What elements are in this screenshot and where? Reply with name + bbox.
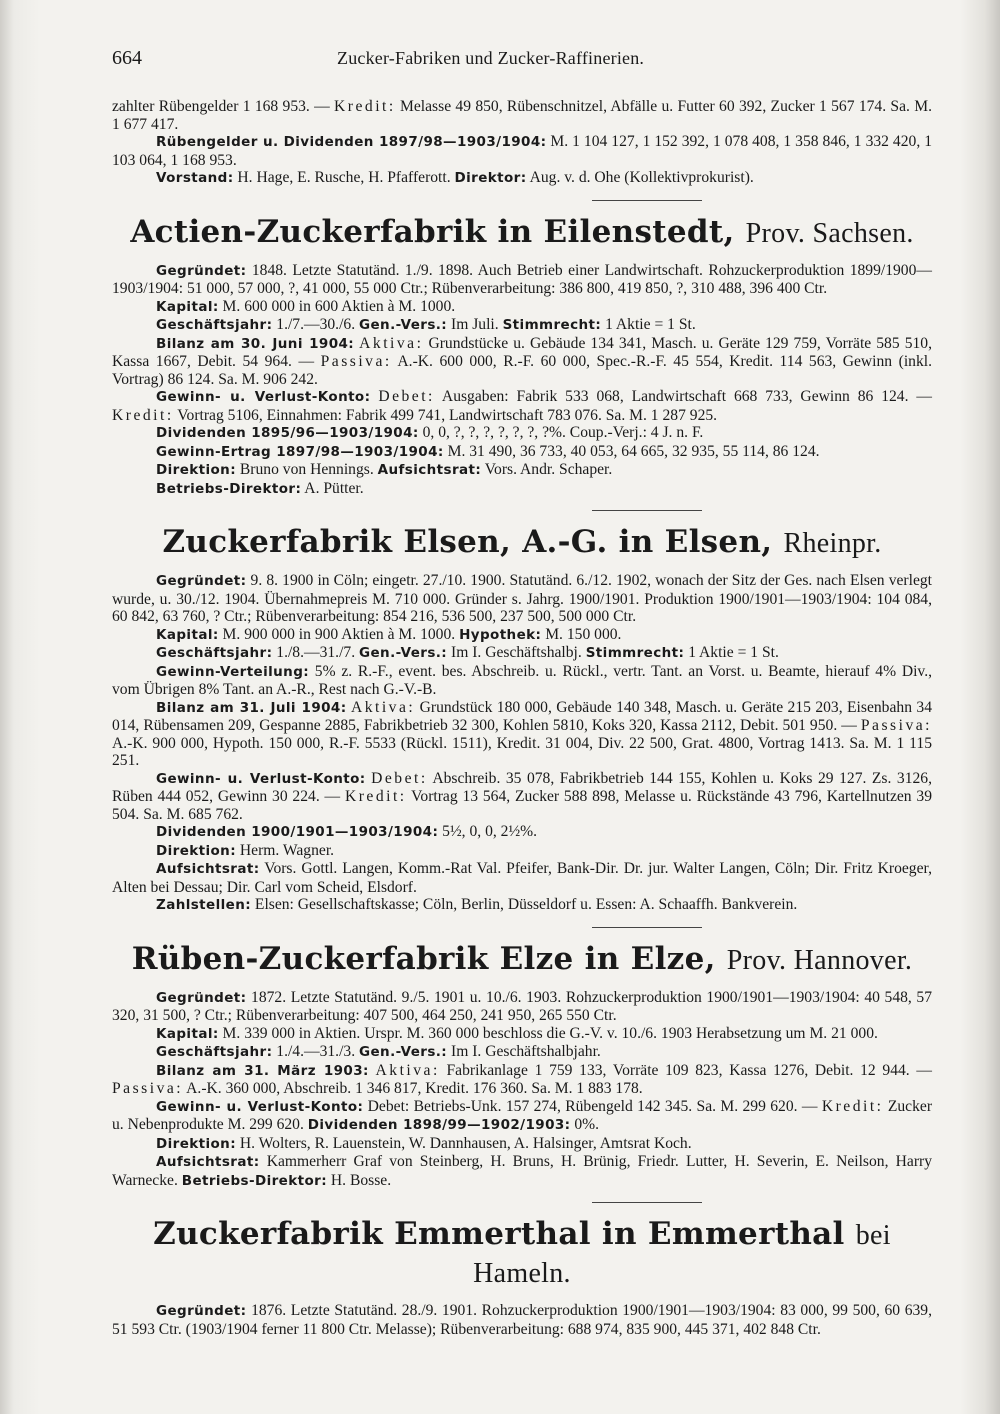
field-text: A.-K. 900 000, Hypoth. 150 000, R.-F. 5533 (Rückl. 1511), Kredit. 31 004, Div. 22 500, Grat. 4800, Vortrag 1413. Sa. M. 1 115 251. xyxy=(112,734,932,769)
field-text: H. Hage, E. Rusche, H. Pfafferott. xyxy=(233,169,455,186)
field-text: 1872. Letzte Statutänd. 9./5. 1901 u. 10./6. 1903. Rohzuckerproduktion 1900/1901—1903/1904: 40 548, 57 320, 31 500, ? Ctr.; Rübenverarbeitung: 407 500, 464 250, 241 950, 265 550 Ctr. xyxy=(112,988,932,1024)
field-label: Gen.-Vers.: xyxy=(359,1044,448,1060)
separator-line xyxy=(592,200,702,201)
entry-paragraph xyxy=(112,989,932,1025)
field-text: Im Juli. xyxy=(447,316,503,333)
spaced-label: Aktiva: xyxy=(350,698,416,716)
field-label: Aufsichtsrat: xyxy=(377,462,482,478)
field-label: Gewinn-Verteilung: xyxy=(156,663,310,680)
field-text: Im I. Geschäftshalbjahr. xyxy=(447,1043,601,1060)
company-region: Prov. Hannover. xyxy=(726,944,913,976)
field-label: Geschäftsjahr: xyxy=(156,317,273,333)
separator-line xyxy=(592,1202,702,1203)
field-text: H. Bosse. xyxy=(327,1171,392,1189)
separator xyxy=(112,915,932,919)
field-text: Grundstücke u. Gebäude 134 341, Masch. u. Geräte 129 759, Vorräte 585 510, Kassa 1667, Debit. 54 964. — xyxy=(112,334,932,370)
field-label: Dividenden 1898/99—1902/1903: xyxy=(307,1117,571,1133)
field-label: Gen.-Vers.: xyxy=(359,645,448,661)
field-label: Geschäftsjahr: xyxy=(156,1044,273,1060)
field-label: Aufsichtsrat: xyxy=(156,861,260,877)
field-label: Direktion: xyxy=(156,842,236,859)
entry-paragraph xyxy=(112,896,932,915)
entry-paragraph xyxy=(112,1043,932,1062)
company-name: Rüben-Zuckerfabrik Elze in Elze, xyxy=(131,940,716,977)
field-label: Kapital: xyxy=(156,298,219,315)
entry-paragraph xyxy=(112,860,932,896)
field-label: Gewinn- u. Verlust-Konto: xyxy=(156,1098,364,1115)
entry-paragraph xyxy=(112,1135,932,1154)
entry-paragraph xyxy=(112,1025,932,1044)
spaced-label: Passiva: xyxy=(112,1080,184,1097)
company-entry xyxy=(112,524,932,919)
entry-paragraph xyxy=(112,335,932,389)
field-text: 1./8.—31./7. xyxy=(272,644,360,661)
field-text: 5½, 0, 0, 2½%. xyxy=(438,823,538,840)
company-heading xyxy=(112,941,932,979)
field-text: Bruno von Hennings. xyxy=(236,461,378,478)
field-text: 0, 0, ?, ?, ?, ?, ?, ?, ?%. Coup.-Verj.: 4 J. n. F. xyxy=(418,424,704,441)
field-text: Abschreib. 35 078, Fabrikbetrieb 144 155, Kohlen u. Koks 29 127. Zs. 3126, Rüben 444 052, Gewinn 30 224. — xyxy=(112,769,932,805)
field-text: 0%. xyxy=(570,1116,600,1133)
field-label: Gegründet: xyxy=(156,262,247,279)
field-text: 1./7.—30./6. xyxy=(272,316,360,333)
company-entry xyxy=(112,1216,932,1338)
field-text: M. 1 104 127, 1 152 392, 1 078 408, 1 358 846, 1 332 420, 1 103 064, 1 168 953. xyxy=(112,133,932,169)
entry-paragraph xyxy=(112,770,932,824)
spaced-label: Passiva: xyxy=(320,353,392,370)
spaced-label: Kredit: xyxy=(334,98,396,115)
field-label: Betriebs-Direktor: xyxy=(181,1172,328,1189)
field-text: 1848. Letzte Statutänd. 1./9. 1898. Auch Betrieb einer Landwirtschaft. Rohzuckerproduktion 1899/1900—1903/1904: 51 000, 57 000, ?, 41 000, 55 000 Ctr.; Rübenverarbeitung: 386 800, 419 850, ?, 310 488, 396 400 Ctr. xyxy=(112,261,932,297)
field-text: Vors. Gottl. Langen, Komm.-Rat Val. Pfeifer, Bank-Dir. Dr. jur. Walter Langen, Cöln; Dir. Fritz Kroeger, Alten bei Dessau; Dir. Carl vom Scheid, Elsdorf. xyxy=(112,860,932,896)
company-region: bei Hameln. xyxy=(473,1220,891,1289)
entry-paragraph xyxy=(112,644,932,663)
field-text: H. Wolters, R. Lauenstein, W. Dannhausen, A. Halsinger, Amtsrat Koch. xyxy=(236,1134,692,1152)
field-text: 1./4.—31./3. xyxy=(272,1043,360,1060)
field-text: A. Pütter. xyxy=(301,479,364,497)
field-label: Geschäftsjahr: xyxy=(156,645,273,661)
field-label: Bilanz am 31. März 1903: xyxy=(156,1062,369,1079)
field-text: M. 339 000 in Aktien. Urspr. M. 360 000 beschloss die G.-V. v. 10./6. 1903 Herabsetzung um M. 21 000. xyxy=(218,1024,878,1042)
field-text: A.-K. 360 000, Abschreib. 1 346 817, Kredit. 176 360. Sa. M. 1 883 178. xyxy=(183,1080,643,1097)
spaced-label: Aktiva: xyxy=(359,334,424,352)
separator-line xyxy=(592,510,702,511)
field-text xyxy=(369,1062,376,1079)
field-text: Vortrag 5106, Einnahmen: Fabrik 499 741, Landwirtschaft 783 076. Sa. M. 1 287 925. xyxy=(173,406,718,424)
company-name: Zuckerfabrik Emmerthal in Emmerthal xyxy=(153,1216,845,1252)
entry-paragraph xyxy=(112,98,932,133)
field-label: Betriebs-Direktor: xyxy=(156,480,302,497)
field-text: Kammerherr Graf von Steinberg, H. Bruns, H. Brünig, Friedr. Lutter, H. Severin, E. Neilson, Harry Warnecke. xyxy=(112,1153,932,1189)
spaced-label: Kredit: xyxy=(821,1097,884,1115)
company-region: Rheinpr. xyxy=(783,528,882,559)
field-label: Gegründet: xyxy=(156,989,247,1006)
company-entry xyxy=(112,941,932,1195)
separator xyxy=(112,188,932,192)
field-text: M. 150 000. xyxy=(541,625,622,643)
spaced-label: Debet: xyxy=(371,769,428,787)
entry-paragraph xyxy=(112,443,932,462)
field-label: Kapital: xyxy=(156,1025,219,1042)
field-text: M. 31 490, 36 733, 40 053, 64 665, 32 935, 55 114, 86 124. xyxy=(443,442,820,460)
field-text: Zucker u. Nebenprodukte M. 299 620. xyxy=(112,1097,933,1133)
field-label: Zahlstellen: xyxy=(156,897,252,913)
entry-paragraph xyxy=(112,388,932,424)
field-label: Gegründet: xyxy=(156,1303,247,1319)
field-text: Elsen: Gesellschaftskasse; Cöln, Berlin, Düsseldorf u. Essen: A. Schaaffh. Bankverein. xyxy=(251,896,798,913)
entry-paragraph xyxy=(112,663,932,699)
field-label: Gewinn- u. Verlust-Konto: xyxy=(156,389,371,405)
field-label: Hypothek: xyxy=(459,626,542,643)
company-name: Actien-Zuckerfabrik in Eilenstedt, xyxy=(130,213,735,250)
field-label: Gegründet: xyxy=(156,573,247,589)
field-label: Stimmrecht: xyxy=(585,645,685,661)
field-text: 5% z. R.-F., event. bes. Abschreib. u. Rückl., vertr. Tant. an Vorst. u. Beamte, hierauf 4% Div., vom Übrigen 8% Tant. an A.-R., Rest nach G.-V.-B. xyxy=(112,662,932,698)
entry-paragraph xyxy=(112,298,932,317)
entry-paragraph xyxy=(112,262,932,298)
running-head xyxy=(112,47,932,80)
page-content xyxy=(112,47,933,1338)
separator xyxy=(112,498,932,502)
field-text: Im I. Geschäftshalbj. xyxy=(447,644,586,661)
company-heading xyxy=(112,214,932,252)
field-label: Direktion: xyxy=(156,462,236,478)
entry-paragraph xyxy=(112,699,932,770)
entry-paragraph xyxy=(112,823,932,842)
entry-paragraph xyxy=(112,1302,932,1338)
company-heading xyxy=(112,524,932,562)
spaced-label: Passiva: xyxy=(860,717,932,734)
field-text: Vortrag 13 564, Zucker 588 898, Melasse u. Rückstände 43 796, Kartellnutzen 39 504. Sa. M. 685 762. xyxy=(112,788,932,823)
field-text: Aug. v. d. Ohe (Kollektivprokurist). xyxy=(526,169,754,186)
field-text: M. 600 000 in 600 Aktien à M. 1000. xyxy=(218,297,456,315)
field-text: M. 900 000 in 900 Aktien à M. 1000. xyxy=(218,625,460,643)
separator-line xyxy=(592,927,702,928)
field-text: Ausgaben: Fabrik 533 068, Landwirtschaft 668 733, Gewinn 86 124. — xyxy=(434,388,932,405)
field-label: Gen.-Vers.: xyxy=(359,317,448,333)
spaced-label: Kredit: xyxy=(112,406,174,424)
spaced-label: Debet: xyxy=(378,388,435,405)
field-label: Direktion: xyxy=(156,1135,236,1152)
field-label: Rübengelder u. Dividenden 1897/98—1903/1904: xyxy=(156,134,547,150)
company-entry xyxy=(112,98,932,192)
field-text: 1876. Letzte Statutänd. 28./9. 1901. Rohzuckerproduktion 1900/1901—1903/1904: 83 000, 99 500, 60 639, 51 593 Ctr. (1903/1904 ferner 11 800 Ctr. Melasse); Rübenverarbeitung: 688 974, 835 900, 445 371, 402 848 Ctr. xyxy=(112,1302,932,1338)
entry-paragraph xyxy=(112,1153,932,1190)
field-label: Stimmrecht: xyxy=(502,317,602,333)
entry-paragraph xyxy=(112,572,932,626)
field-text: Melasse 49 850, Rübenschnitzel, Abfälle u. Futter 60 392, Zucker 1 567 174. Sa. M. 1 677 417. xyxy=(112,98,932,133)
entry-paragraph xyxy=(112,480,932,499)
entry-paragraph xyxy=(112,1098,932,1135)
entry-paragraph xyxy=(112,424,932,443)
separator xyxy=(112,1190,932,1194)
entry-paragraph xyxy=(112,169,932,188)
field-label: Aufsichtsrat: xyxy=(156,1154,260,1170)
field-label: Kapital: xyxy=(156,626,219,643)
field-text: Vors. Andr. Schaper. xyxy=(481,461,613,478)
company-entry xyxy=(112,214,932,503)
company-heading xyxy=(112,1216,932,1292)
field-text: Herm. Wagner. xyxy=(236,841,335,859)
field-label: Bilanz am 31. Juli 1904: xyxy=(156,699,347,716)
company-region: Prov. Sachsen. xyxy=(745,217,914,249)
entry-paragraph xyxy=(112,842,932,861)
field-label: Direktor: xyxy=(454,170,527,186)
field-text: 1 Aktie = 1 St. xyxy=(601,316,696,333)
entry-paragraph xyxy=(112,1062,932,1098)
field-text: Debet: Betriebs-Unk. 157 274, Rübengeld 142 345. Sa. M. 299 620. — xyxy=(363,1097,822,1115)
field-label: Gewinn-Ertrag 1897/98—1903/1904: xyxy=(156,443,444,460)
field-text: 9. 8. 1900 in Cöln; eingetr. 27./10. 1900. Statutänd. 6./12. 1902, wonach der Sitz der Ges. nach Elsen verlegt wurde, u. 30./12. 1904. Übernahmepreis M. 710 000. Gründer s. Jahrg. 1900/1901. Produktion 1900/1901—1903/1904: 104 084, 60 842, 63 760, ? Ctr.; Rübenverarbeitung: 854 216, 536 500, 237 500, 500 000 Ctr. xyxy=(112,572,932,625)
entry-paragraph xyxy=(112,133,932,169)
field-text: 1 Aktie = 1 St. xyxy=(684,644,779,661)
field-label: Dividenden 1895/96—1903/1904: xyxy=(156,425,419,441)
field-label: Vorstand: xyxy=(156,170,234,186)
spaced-label: Aktiva: xyxy=(375,1061,440,1079)
field-label: Gewinn- u. Verlust-Konto: xyxy=(156,770,366,787)
field-label: Dividenden 1900/1901—1903/1904: xyxy=(156,824,439,840)
field-text: A.-K. 600 000, R.-F. 60 000, Spec.-R.-F. 45 554, Kredit. 114 563, Gewinn (inkl. Vortrag) 86 124. Sa. M. 906 242. xyxy=(112,353,932,388)
field-text: Grundstück 180 000, Gebäude 140 348, Masch. u. Geräte 215 203, Eisenbahn 34 014, Rübensamen 209, Gespanne 2885, Fabrikbetrieb 32 300, Kohlen 5810, Koks 320, Kassa 2112, Debit. 501 950. — xyxy=(112,698,932,734)
spaced-label: Kredit: xyxy=(344,788,407,805)
entry-paragraph xyxy=(112,626,932,645)
field-label: Bilanz am 30. Juni 1904: xyxy=(156,335,355,352)
running-title: Zucker-Fabriken und Zucker-Raffinerien. xyxy=(337,48,645,68)
entries-container xyxy=(112,98,932,1338)
entry-paragraph xyxy=(112,461,932,480)
field-text: Fabrikanlage 1 759 133, Vorräte 109 823, Kassa 1276, Debit. 12 944. — xyxy=(439,1061,932,1079)
entry-paragraph xyxy=(112,316,932,335)
page-number: 664 xyxy=(112,47,142,69)
field-text: zahlter Rübengelder 1 168 953. — xyxy=(112,98,335,115)
company-name: Zuckerfabrik Elsen, A.-G. in Elsen, xyxy=(162,524,773,560)
